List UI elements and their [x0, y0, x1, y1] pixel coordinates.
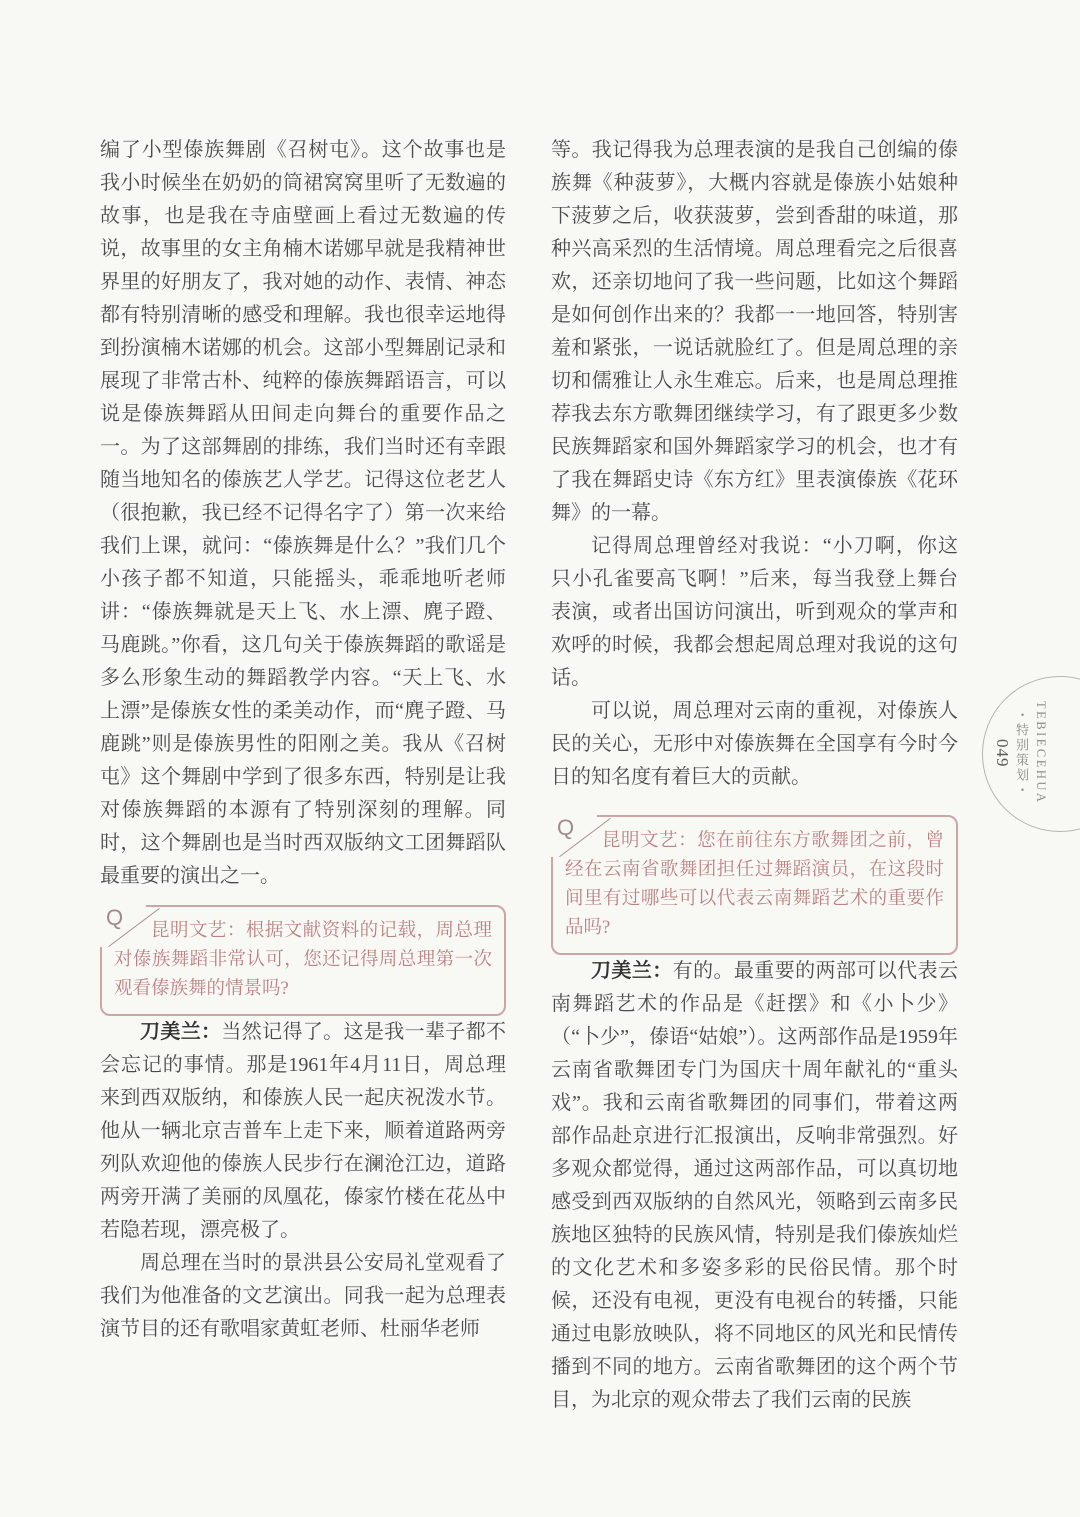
- question-box-corner: [551, 815, 597, 857]
- page-number: 049: [993, 738, 1012, 768]
- section-marker-text: [990, 676, 1050, 830]
- paragraph: 等。我记得我为总理表演的是我自己创编的傣族舞《种菠萝》，大概内容就是傣族小姑娘种下菠萝之后，收获菠萝，尝到香甜的味道，那种兴高采烈的生活情境。周总理看完之后很喜欢，还亲切地问了我一些问题，比如这个舞蹈是如何创作出来的？我都一一地回答，特别害羞和紧张，一说话就脸红了。但是周总理的亲切和儒雅让人永生难忘。后来，也是周总理推荐我去东方歌舞团继续学习，有了跟更多少数民族舞蹈家和国外舞蹈家学习的机会，也才有了我在舞蹈史诗《东方红》里表演傣族《花环舞》的一幕。: [551, 139, 958, 524]
- paragraph: 可以说，周总理对云南的重视，对傣族人民的关心，无形中对傣族舞在全国享有今时今日的知名度有着巨大的贡献。: [551, 700, 958, 788]
- right-column: [551, 134, 958, 1417]
- answer-text: 有的。最重要的两部可以代表云南舞蹈艺术的作品是《赶摆》和《小卜少》（“卜少”，傣语“姑娘”）。这两部作品是1959年云南省歌舞团专门为国庆十周年献礼的“重头戏”。我和云南省歌舞团的同事们，带着这两部作品赴京进行汇报演出，反响非常强烈。好多观众都觉得，通过这两部作品，可以真切地感受到西双版纳的自然风光，领略到云南多民族地区独特的民族风情，特别是我们傣族灿烂的文化艺术和多姿多彩的民俗民情。那个时候，还没有电视，更没有电视台的转播，只能通过电影放映队，将不同地区的风光和民情传播到不同的地方。云南省歌舞团的这个两个节目，为北京的观众带去了我们云南的民族: [551, 960, 959, 1411]
- speaker-name: 刀美兰：: [140, 1021, 222, 1043]
- answer-text: 当然记得了。这是我一辈子都不会忘记的事情。那是1961年4月11日，周总理来到西双版纳，和傣族人民一起庆祝泼水节。他从一辆北京吉普车上走下来，顺着道路两旁列队欢迎他的傣族人民步行在澜沧江边，道路两旁开满了美丽的凤凰花，傣家竹楼在花丛中若隐若现，漂亮极了。: [100, 1021, 507, 1241]
- question-box-corner: [100, 905, 146, 947]
- speaker-name: 刀美兰：: [591, 960, 673, 982]
- question-body: 您在前往东方歌舞团之前，曾经在云南省歌舞团担任过舞蹈演员，在这段时间里有过哪些可以代表云南舞蹈艺术的重要作品吗?: [565, 831, 944, 938]
- paragraph: 记得周总理曾经对我说：“小刀啊，你这只小孔雀要高飞啊！”后来，每当我登上舞台表演，或者出国访问演出，听到观众的掌声和欢呼的时候，我都会想起周总理对我说的这句话。: [551, 535, 958, 689]
- q-mark-icon: Q: [106, 905, 124, 930]
- journal-section-cn: ・特别策划・: [1014, 708, 1029, 798]
- question-text: [114, 917, 492, 1004]
- answer-paragraph: [551, 955, 958, 1417]
- paragraph: 周总理在当时的景洪县公安局礼堂观看了我们为他准备的文艺演出。同我一起为总理表演节目的还有歌唱家黄虹老师、杜丽华老师: [100, 1252, 506, 1340]
- question-box: [100, 905, 506, 1016]
- answer-paragraph: [100, 1016, 506, 1247]
- interviewer-label: 昆明文艺：: [151, 921, 246, 941]
- question-box: [551, 815, 958, 955]
- left-column: [100, 134, 506, 1346]
- interviewer-label: 昆明文艺：: [602, 831, 698, 851]
- paragraph: 编了小型傣族舞剧《召树屯》。这个故事也是我小时候坐在奶奶的筒裙窝窝里听了无数遍的故事，也是我在寺庙壁画上看过无数遍的传说，故事里的女主角楠木诺娜早就是我精神世界里的好朋友了，我对她的动作、表情、神态都有特别清晰的感受和理解。我也很幸运地得到扮演楠木诺娜的机会。这部小型舞剧记录和展现了非常古朴、纯粹的傣族舞蹈语言，可以说是傣族舞蹈从田间走向舞台的重要作品之一。为了这部舞剧的排练，我们当时还有幸跟随当地知名的傣族艺人学艺。记得这位老艺人（很抱歉，我已经不记得名字了）第一次来给我们上课，就问：“傣族舞是什么？”我们几个小孩子都不知道，只能摇头，乖乖地听老师讲：“傣族舞就是天上飞、水上漂、麂子蹬、马鹿跳。”你看，这几句关于傣族舞蹈的歌谣是多么形象生动的舞蹈教学内容。“天上飞、水上漂”是傣族女性的柔美动作，而“麂子蹬、马鹿跳”则是傣族男性的阳刚之美。我从《召树屯》这个舞剧中学到了很多东西，特别是让我对傣族舞蹈的本源有了特别深刻的理解。同时，这个舞剧也是当时西双版纳文工团舞蹈队最重要的演出之一。: [100, 139, 506, 887]
- q-mark-icon: Q: [557, 815, 575, 840]
- journal-section-en: TEBIECEHUA: [1034, 701, 1048, 805]
- question-body: 根据文献资料的记载，周总理对傣族舞蹈非常认可，您还记得周总理第一次观看傣族舞的情景吗?: [114, 921, 492, 999]
- question-text: [565, 827, 944, 943]
